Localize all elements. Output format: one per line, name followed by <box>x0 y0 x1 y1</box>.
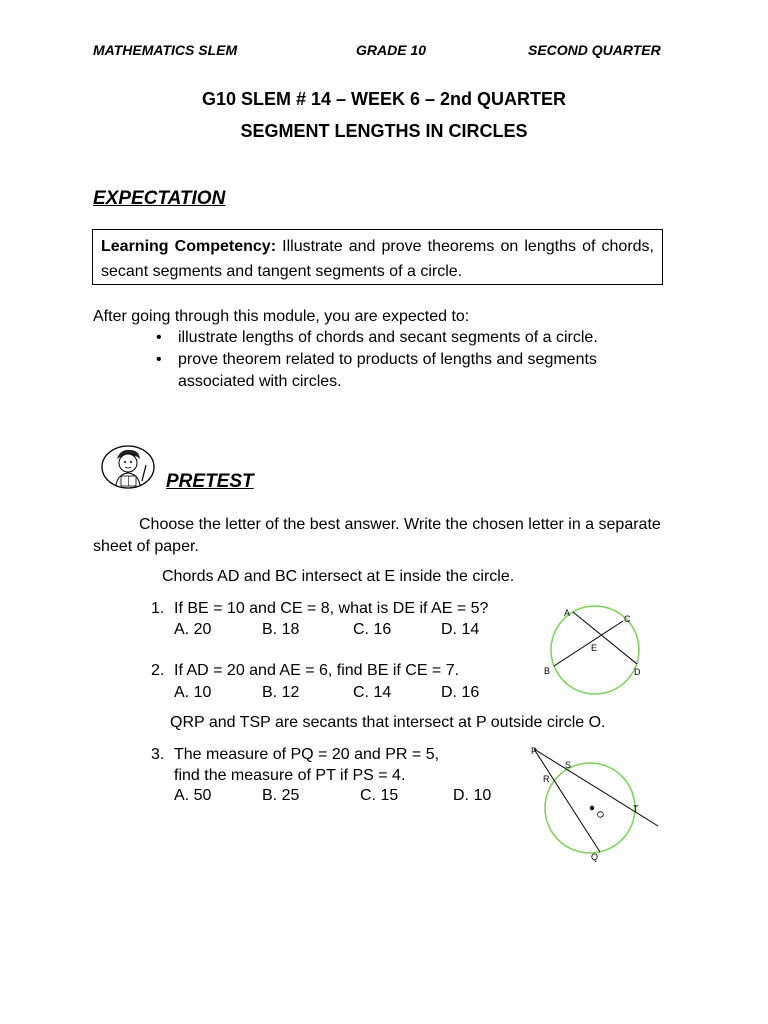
chord-bc <box>554 621 623 666</box>
center-point <box>590 806 594 810</box>
page-title: G10 SLEM # 14 – WEEK 6 – 2nd QUARTER <box>201 89 567 109</box>
label-t: T <box>633 804 639 814</box>
header-subject: MATHEMATICS SLEM <box>93 42 238 58</box>
bullet-text: prove theorem related to products of lengths and segments associated with circles. <box>178 351 597 390</box>
label-q: Q <box>591 852 599 862</box>
question-2-number: 2. <box>151 662 165 679</box>
label-p: P <box>531 746 538 756</box>
bullet-dot: • <box>156 329 162 346</box>
label-a: A <box>564 608 571 618</box>
competency-text: Illustrate and prove theorems on lengths of chords, secant segments and tangent segments of a circle. <box>101 238 654 280</box>
label-s: S <box>565 760 572 770</box>
bullet-text: illustrate lengths of chords and secant segments of a circle. <box>178 329 598 346</box>
label-c: C <box>624 614 631 624</box>
q3-option-a[interactable]: A. 50 <box>174 787 212 804</box>
q1-option-c[interactable]: C. 16 <box>353 621 392 638</box>
q3-option-c[interactable]: C. 15 <box>360 787 399 804</box>
context-chords: Chords AD and BC intersect at E inside the circle. <box>162 568 515 585</box>
expectation-intro: After going through this module, you are expected to: <box>93 308 470 325</box>
header-quarter: SECOND QUARTER <box>528 42 661 58</box>
bullet-item-2 <box>156 349 658 393</box>
label-o: O <box>594 809 607 821</box>
q2-option-c[interactable]: C. 14 <box>353 684 392 701</box>
student-reading-icon <box>100 443 158 493</box>
question-3-text: The measure of PQ = 20 and PR = 5, <box>174 746 440 763</box>
pretest-instruction: Choose the letter of the best answer. Write the chosen letter in a separate sheet of paper. <box>93 516 661 555</box>
bullet-item-1 <box>156 327 658 349</box>
q1-option-a[interactable]: A. 20 <box>174 621 212 638</box>
context-secants: QRP and TSP are secants that intersect at P outside circle O. <box>170 714 606 731</box>
pretest-heading: PRETEST <box>166 471 254 492</box>
q2-option-b[interactable]: B. 12 <box>262 684 300 701</box>
label-d: D <box>634 667 641 677</box>
learning-competency-box <box>92 229 663 285</box>
q3-option-d[interactable]: D. 10 <box>453 787 492 804</box>
q2-option-a[interactable]: A. 10 <box>174 684 212 701</box>
question-3-number: 3. <box>151 746 165 763</box>
label-r: R <box>543 774 550 784</box>
question-3-text-2: find the measure of PT if PS = 4. <box>174 767 406 784</box>
q1-option-b[interactable]: B. 18 <box>262 621 300 638</box>
question-2-text: If AD = 20 and AE = 6, find BE if CE = 7. <box>174 662 460 679</box>
label-b: B <box>544 666 551 676</box>
q1-option-d[interactable]: D. 14 <box>441 621 480 638</box>
expectation-heading: EXPECTATION <box>93 188 226 209</box>
bullet-dot: • <box>156 351 162 368</box>
secants-circle-diagram <box>525 740 665 870</box>
competency-label: Learning Competency: <box>101 238 277 255</box>
question-1-text: If BE = 10 and CE = 8, what is DE if AE = 5? <box>174 600 489 617</box>
q2-option-d[interactable]: D. 16 <box>441 684 480 701</box>
page-subtitle: SEGMENT LENGTHS IN CIRCLES <box>240 121 528 141</box>
label-e: E <box>591 643 598 653</box>
q3-option-b[interactable]: B. 25 <box>262 787 300 804</box>
header-grade: GRADE 10 <box>356 42 427 58</box>
chords-circle-diagram <box>530 602 660 702</box>
question-1-number: 1. <box>151 600 165 617</box>
